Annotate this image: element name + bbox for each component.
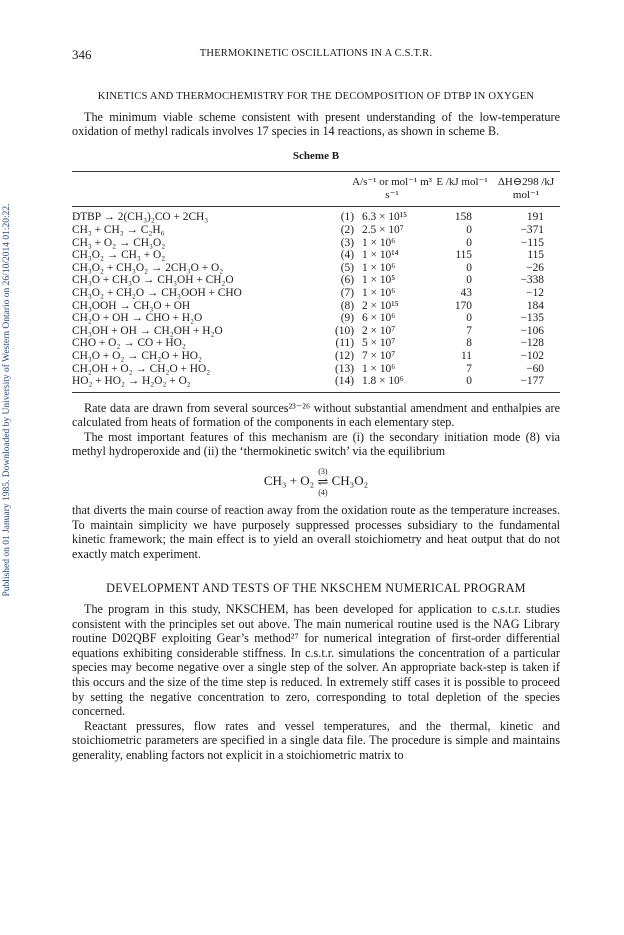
reaction-equation: CH₃O₂ + CH₂O → CH₃OOH + CHO: [72, 286, 242, 299]
page-number: 346: [72, 47, 92, 62]
equilibrium-left: CH₃ + O₂: [263, 473, 315, 489]
equilibrium-forward-label: (3): [318, 467, 328, 477]
pre-exponential-factor: 1.8 × 10⁶: [362, 375, 404, 388]
section-heading: KINETICS AND THERMOCHEMISTRY FOR THE DECOMPOSITION OF DTBP IN OXYGEN: [97, 91, 535, 102]
reaction-number: (4): [340, 249, 354, 262]
col-h-header: ΔH⊖298 /kJ mol⁻¹: [497, 176, 555, 201]
reaction-row: [72, 211, 560, 224]
reaction-number: (9): [340, 312, 354, 325]
reaction-equation: CH₃O₂ → CH₃ + O₂: [72, 249, 166, 262]
reaction-equation: CH₃OOH → CH₃O + OH: [72, 299, 191, 312]
pre-exponential-factor: 6.3 × 10¹⁵: [362, 211, 408, 224]
reaction-number: (11): [335, 337, 354, 350]
reaction-row: [72, 224, 560, 237]
col-a-header: A/s⁻¹ or mol⁻¹ m³ s⁻¹: [352, 176, 432, 201]
page-header: [72, 47, 560, 63]
pre-exponential-factor: 2.5 × 10⁷: [362, 223, 404, 236]
reaction-enthalpy: −60: [526, 362, 544, 375]
activation-energy: 170: [454, 299, 472, 312]
pre-exponential-factor: 6 × 10⁶: [362, 312, 396, 325]
reaction-number: (13): [335, 362, 354, 375]
reaction-enthalpy: −115: [520, 236, 544, 249]
activation-energy: 0: [466, 223, 472, 236]
reaction-number: (14): [335, 375, 354, 388]
reaction-enthalpy: −135: [520, 312, 544, 325]
pre-exponential-factor: 2 × 10¹⁵: [362, 299, 399, 312]
reaction-number: (2): [340, 223, 354, 236]
activation-energy: 11: [461, 349, 472, 362]
reactant-paragraph: Reactant pressures, flow rates and vessel temperatures, and the thermal, kinetic and stoichiometric parameters are specified in a single data file. The procedure is simple and maintains generality, enabling factors not explicit in a stoichiometric matrix to: [72, 718, 560, 762]
reaction-row: [72, 262, 560, 275]
pre-exponential-factor: 1 × 10⁶: [362, 236, 396, 249]
activation-energy: 0: [466, 312, 472, 325]
reaction-equation: CH₂O + OH → CHO + H₂O: [72, 312, 203, 325]
download-watermark: [0, 120, 16, 680]
reaction-row: [72, 237, 560, 250]
scheme-title: Scheme B: [292, 149, 340, 162]
reaction-equation: CH₃O₂ + CH₃O₂ → 2CH₃O + O₂: [72, 261, 224, 274]
equilibrium-reverse-label: (4): [318, 488, 328, 498]
activation-energy: 158: [454, 211, 472, 224]
reaction-number: (6): [340, 274, 354, 287]
reaction-row: [72, 325, 560, 338]
activation-energy: 0: [466, 236, 472, 249]
equilibrium-equation: [72, 467, 560, 497]
activation-energy: 7: [466, 362, 472, 375]
equilibrium-right: CH₃O₂: [331, 473, 369, 489]
table-mid-rule: [72, 206, 560, 207]
pre-exponential-factor: 1 × 10⁶: [362, 261, 396, 274]
reaction-row: [72, 274, 560, 287]
running-title: THERMOKINETIC OSCILLATIONS IN A C.S.T.R.: [199, 48, 433, 59]
pre-exponential-factor: 1 × 10⁵: [362, 274, 396, 287]
pre-exponential-factor: 1 × 10⁶: [362, 286, 396, 299]
reaction-number: (8): [340, 299, 354, 312]
reaction-row: [72, 337, 560, 350]
reaction-row: [72, 287, 560, 300]
reaction-number: (7): [340, 286, 354, 299]
reaction-enthalpy: −177: [520, 375, 544, 388]
reaction-equation: CHO + O₂ → CO + HO₂: [72, 337, 186, 350]
reaction-equation: CH₃ + CH₃ → C₂H₆: [72, 223, 165, 236]
reaction-number: (1): [340, 211, 354, 224]
reaction-number: (3): [340, 236, 354, 249]
reaction-equation: DTBP → 2(CH₃)₂CO + 2CH₃: [72, 211, 209, 224]
reaction-row: [72, 375, 560, 388]
reaction-equation: CH₃ + O₂ → CH₃O₂: [72, 236, 166, 249]
reaction-equation: CH₃O + O₂ → CH₂O + HO₂: [72, 349, 202, 362]
reaction-number: (12): [335, 349, 354, 362]
page-body: [72, 90, 560, 763]
equilibrium-arrows: [317, 467, 328, 497]
reaction-row: [72, 300, 560, 313]
reaction-row: [72, 363, 560, 376]
reaction-enthalpy: 191: [526, 211, 544, 224]
equilibrium-arrow-icon: ⇌: [317, 474, 329, 490]
activation-energy: 0: [466, 261, 472, 274]
pre-exponential-factor: 7 × 10⁷: [362, 349, 396, 362]
col-e-header: E /kJ mol⁻¹: [436, 176, 488, 189]
program-paragraph: The program in this study, NKSCHEM, has been developed for application to c.s.t.r. studies consistent with the principles set out above. The main numerical routine used is the NAG Library routine D02QBF exploiting Gear’s method²⁷ for numerical integration of first-order differential equations exhibiting considerable stiffness. In c.s.t.r. simulations the concentration of a particular species may become negative over a single step of the solver. An appropriate back-step is taken if this occurs and the size of the time step is reduced. In extremely stiff cases it is possible to proceed by setting the negative concentration to zero, corresponding to total depletion of the species concerned.: [72, 602, 560, 719]
reaction-enthalpy: −338: [520, 274, 544, 287]
diverts-paragraph: that diverts the main course of reaction away from the oxidation route as the temperature increases. To maintain simplicity we have purposely suppressed processes subsidiary to the fundamental kinetic framework; the main effect is to yield an overall stoichiometry and heat output that do not exactly match experiment.: [72, 503, 560, 561]
intro-paragraph: The minimum viable scheme consistent with present understanding of the low-temperature oxidation of methyl radicals involves 17 species in 14 reactions, as shown in scheme B.: [72, 109, 560, 139]
activation-energy: 115: [455, 249, 472, 262]
table-bottom-rule: [72, 392, 560, 393]
activation-energy: 8: [466, 337, 472, 350]
reaction-enthalpy: 115: [527, 249, 544, 262]
rate-data-paragraph: Rate data are drawn from several sources²³⁻²⁶ without substantial amendment and enthalpies are calculated from heats of formation of the components in each elementary step.: [72, 400, 560, 430]
pre-exponential-factor: 5 × 10⁷: [362, 337, 396, 350]
pre-exponential-factor: 2 × 10⁷: [362, 324, 396, 337]
reaction-equation: CH₃O + CH₃O → CH₃OH + CH₂O: [72, 274, 234, 287]
reaction-enthalpy: −371: [520, 223, 544, 236]
reaction-enthalpy: −128: [520, 337, 544, 350]
reaction-enthalpy: −102: [520, 349, 544, 362]
activation-energy: 43: [460, 286, 472, 299]
reaction-row: [72, 249, 560, 262]
activation-energy: 7: [466, 324, 472, 337]
reaction-enthalpy: −106: [520, 324, 544, 337]
reaction-row: [72, 312, 560, 325]
pre-exponential-factor: 1 × 10⁶: [362, 362, 396, 375]
activation-energy: 0: [466, 375, 472, 388]
section2-heading: DEVELOPMENT AND TESTS OF THE NKSCHEM NUMERICAL PROGRAM: [106, 581, 526, 596]
reaction-table: [72, 211, 560, 387]
reaction-equation: CH₂OH + O₂ → CH₂O + HO₂: [72, 362, 211, 375]
reaction-equation: HO₂ + HO₂ → H₂O₂ + O₂: [72, 375, 191, 388]
reaction-number: (5): [340, 261, 354, 274]
download-watermark-text: Published on 01 January 1985. Downloaded by University of Western Ontario on 26/10/2014 01:20:22.: [2, 203, 12, 597]
reaction-row: [72, 350, 560, 363]
reaction-enthalpy: −26: [526, 261, 544, 274]
pre-exponential-factor: 1 × 10¹⁴: [362, 249, 399, 262]
reaction-number: (10): [335, 324, 354, 337]
reaction-enthalpy: −12: [526, 286, 544, 299]
reaction-equation: CH₃OH + OH → CH₂OH + H₂O: [72, 324, 223, 337]
reaction-enthalpy: 184: [526, 299, 544, 312]
table-header: [72, 172, 560, 206]
activation-energy: 0: [466, 274, 472, 287]
features-paragraph: The most important features of this mechanism are (i) the secondary initiation mode (8) via methyl hydroperoxide and (ii) the ‘thermokinetic switch’ via the equilibrium: [72, 429, 560, 459]
